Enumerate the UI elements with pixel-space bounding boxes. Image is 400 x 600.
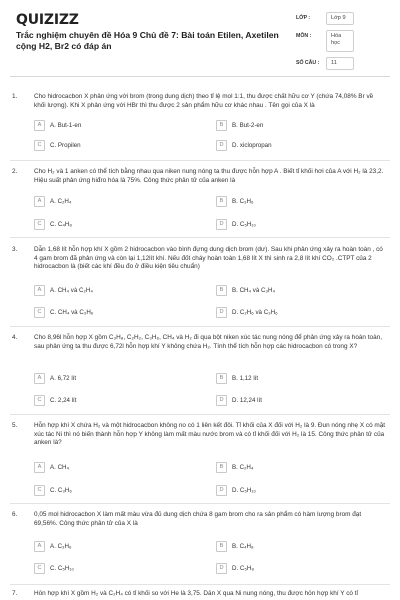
option-text: D. 12,24 lít	[232, 397, 262, 404]
option-b[interactable]	[216, 195, 386, 209]
option-letter: A	[34, 462, 45, 473]
question-divider	[10, 326, 390, 327]
question-number: 4.	[12, 334, 18, 341]
option-a[interactable]	[34, 461, 204, 475]
option-b[interactable]	[216, 461, 386, 475]
option-text: B. 1,12 lít	[232, 375, 259, 382]
option-letter: A	[34, 196, 45, 207]
option-b[interactable]	[216, 284, 386, 298]
option-letter: D	[216, 307, 227, 318]
option-d[interactable]	[216, 484, 386, 498]
option-letter: B	[216, 196, 227, 207]
option-text: C. C₅H₁₀	[50, 565, 74, 572]
option-d[interactable]	[216, 306, 386, 320]
option-text: B. But-2-en	[232, 122, 264, 129]
question-number: 3.	[12, 246, 18, 253]
option-d[interactable]	[216, 218, 386, 232]
subject-value: Hóa học	[326, 30, 354, 52]
option-d[interactable]	[216, 562, 386, 576]
option-a[interactable]	[34, 540, 204, 554]
option-text: D. xiclopropan	[232, 142, 272, 149]
question-text: Cho hidrocacbon X phản ứng với brom (trong dung dịch) theo tỉ lệ mol 1:1, thu được chất hữu cơ Y (chứa 74,08% Br về khối lượng). Khi X phản ứng với HBr thì thu được 2 sản phẩm hữu cơ khác nhau . Tên gọi của X là	[34, 93, 374, 109]
question-divider	[10, 237, 390, 238]
meta-subject-row	[296, 30, 390, 52]
option-text: B. C₂H₄	[232, 464, 254, 471]
class-label: LỚP :	[296, 15, 311, 21]
option-letter: A	[34, 541, 45, 552]
option-text: B. CH₄ và C₃H₄	[232, 287, 275, 294]
option-letter: D	[216, 140, 227, 151]
option-text: B. C₄H₈	[232, 543, 254, 550]
worksheet-title: Trắc nghiệm chuyên đề Hóa 9 Chủ đề 7: Bài toán Etilen, Axetilen cộng H2, Br2 có đáp án	[16, 30, 279, 51]
meta-class-row	[296, 12, 390, 25]
option-text: D. C₅H₁₀	[232, 221, 256, 228]
option-letter: C	[34, 563, 45, 574]
option-text: C. Propilen	[50, 142, 81, 149]
option-c[interactable]	[34, 484, 204, 498]
option-text: A. 6,72 lít	[50, 375, 77, 382]
question-number: 7.	[12, 590, 18, 597]
option-b[interactable]	[216, 372, 386, 386]
option-letter: A	[34, 285, 45, 296]
class-value: Lớp 9	[326, 12, 354, 25]
question-divider	[10, 584, 390, 585]
option-letter: B	[216, 541, 227, 552]
option-letter: A	[34, 373, 45, 384]
option-a[interactable]	[34, 372, 204, 386]
option-text: D. C₂H₆ và C₃H₆	[232, 309, 278, 316]
option-letter: B	[216, 373, 227, 384]
question-text: Cho H₂ và 1 anken có thể tích bằng nhau qua niken nung nóng ta thu được hỗn hợp A . Biết tỉ khối hơi của A với H₂ là 23,2. Hiệu suất phản ứng hiđro hóa là 75%. Công thức phân tử của anken là	[34, 168, 384, 184]
option-text: B. C₃H₆	[232, 198, 254, 205]
question-number: 5.	[12, 422, 18, 429]
option-d[interactable]	[216, 394, 386, 408]
option-a[interactable]	[34, 284, 204, 298]
subject-label: MÔN :	[296, 33, 312, 39]
question-number: 2.	[12, 168, 18, 175]
question-number: 1.	[12, 93, 18, 100]
option-c[interactable]	[34, 218, 204, 232]
option-d[interactable]	[216, 139, 386, 153]
option-text: D. C₅H₁₀	[232, 487, 256, 494]
worksheet-header	[0, 0, 400, 78]
question-text: Hỗn hợp khí X chứa H₂ và một hidrocacbon không no có 1 liên kết đôi. Tỉ khối của X đối với H₂ là 9. Đun nóng nhẹ X có mặt xúc tác Ni thì nó biến thành hỗn hợp Y không làm mất màu nước brom và có tỉ khối đối với H₂ là 15. Công thức phân tử của anken là?	[34, 422, 386, 447]
count-label: SỐ CÂU :	[296, 60, 320, 66]
option-letter: B	[216, 285, 227, 296]
question-divider	[10, 414, 390, 415]
option-c[interactable]	[34, 394, 204, 408]
option-b[interactable]	[216, 119, 386, 133]
option-a[interactable]	[34, 119, 204, 133]
option-c[interactable]	[34, 139, 204, 153]
option-text: A. But-1-en	[50, 122, 82, 129]
question-text: 0,05 mol hidrocacbon X làm mất màu vừa đủ dung dịch chứa 8 gam brom cho ra sản phẩm có hàm lượng brom đạt 69,56%. Công thức phân tử của X là	[34, 511, 362, 527]
option-letter: C	[34, 219, 45, 230]
option-letter: A	[34, 120, 45, 131]
question-text: Cho 8,96l hỗn hợp X gồm C₃H₈, C₂H₂, C₃H₆, CH₄ và H₂ đi qua bột niken xúc tác nung nóng để phản ứng xảy ra hoàn toàn, sau phản ứng ta thu được 6,72l hỗn hợp khí Y không chứa H₂. Tính thể tích hỗn hợp các hidrocacbon có trong X?	[34, 334, 382, 350]
option-text: C. C₃H₆	[50, 487, 72, 494]
option-letter: D	[216, 395, 227, 406]
option-text: D. C₅H₈	[232, 565, 254, 572]
header-divider	[10, 76, 390, 77]
option-text: C. C₄H₈	[50, 221, 72, 228]
option-text: C. CH₄ và C₃H₆	[50, 309, 94, 316]
option-letter: C	[34, 140, 45, 151]
option-text: A. CH₄ và C₂H₄	[50, 287, 93, 294]
option-letter: D	[216, 563, 227, 574]
meta-count-row	[296, 57, 390, 70]
option-text: A. CH₄	[50, 464, 70, 471]
option-letter: C	[34, 395, 45, 406]
question-text: Hỗn hợp khí X gồm H₂ và C₂H₄ có tỉ khối so với He là 3,75. Dẫn X qua Ni nung nóng, thu được hỗn hợp khí Y có tỉ	[34, 590, 358, 597]
option-b[interactable]	[216, 540, 386, 554]
question-number: 6.	[12, 511, 18, 518]
question-text: Dẫn 1,68 lít hỗn hợp khí X gồm 2 hidrocacbon vào bình đựng dung dịch brom (dư). Sau khi phản ứng xảy ra hoàn toàn , có 4 gam brom đã phản ứng và còn lại 1,12lít khí. Nếu đốt cháy hoàn toàn 1,68 lít X thì sinh ra 2,8 lít khí CO₂ .CTPT của 2 hidrocacbon là (biết các khí đều đo ở điều kiện tiêu chuẩn)	[34, 246, 383, 271]
question-divider	[10, 160, 390, 161]
quizizz-logo: QUIZIZZ	[16, 12, 79, 28]
option-letter: D	[216, 485, 227, 496]
option-letter: D	[216, 219, 227, 230]
question-divider	[10, 503, 390, 504]
worksheet-meta	[296, 12, 390, 75]
option-text: A. C₃H₆	[50, 543, 72, 550]
option-letter: C	[34, 307, 45, 318]
count-value: 11	[326, 57, 354, 70]
option-letter: B	[216, 462, 227, 473]
option-c[interactable]	[34, 562, 204, 576]
option-letter: C	[34, 485, 45, 496]
option-a[interactable]	[34, 195, 204, 209]
option-letter: B	[216, 120, 227, 131]
option-text: A. C₂H₄	[50, 198, 72, 205]
option-text: C. 2,24 lít	[50, 397, 77, 404]
option-c[interactable]	[34, 306, 204, 320]
